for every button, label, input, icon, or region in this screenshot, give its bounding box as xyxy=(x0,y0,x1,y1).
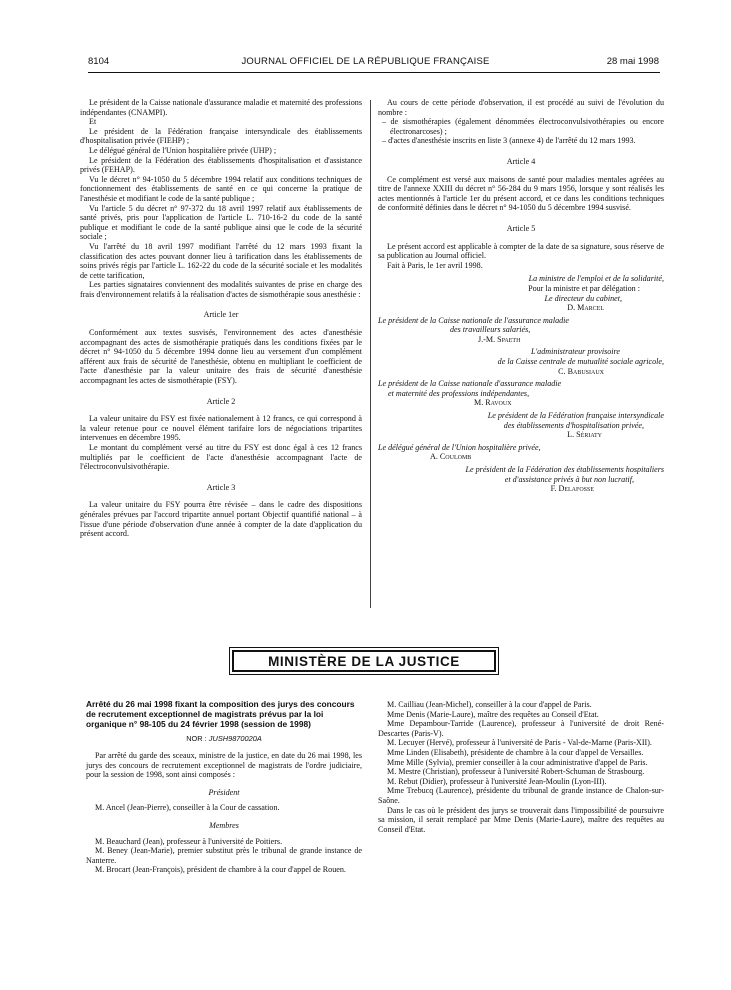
members-heading: Membres xyxy=(209,820,239,830)
column-divider xyxy=(370,100,371,608)
signatory-name: F. Delafosse xyxy=(550,484,594,494)
paragraph: Le président de la Fédération française intersyndicale des établissements d'hospitalisation privée (FIEHP) ; xyxy=(80,126,362,146)
paragraph: Le président de la Caisse nationale d'assurance maladie et maternité des professions indépendantes (CNAMPI). xyxy=(80,98,362,117)
article-5-text: Le présent accord est applicable à compter de la date de sa signature, sous réserve de sa publication au Journal officiel. xyxy=(378,241,664,261)
signatory-title: Le délégué général de l'Union hospitalière privée, xyxy=(378,442,541,452)
page-header xyxy=(0,56,731,70)
jury-member: M. Brocart (Jean-François), président de chambre à la cour d'appel de Rouen. xyxy=(95,865,346,875)
jury-member: M. Beauchard (Jean), professeur à l'université de Poitiers. xyxy=(95,836,283,846)
signatory-title: Le président de la Caisse nationale de l'assurance maladie xyxy=(378,315,570,325)
paragraph: Et xyxy=(89,117,97,127)
paragraph: Vu le décret n° 94-1050 du 5 décembre 1994 relatif aux conditions techniques de fonctionnement des établissements de santé en ce qui concerne la pratique de l'anesthésie et modifiant le code de la santé publique ; xyxy=(80,174,362,203)
signatory-name: M. Ravoux xyxy=(474,398,512,408)
signatory-title: des travailleurs salariés, xyxy=(450,325,531,335)
signatory-name: A. Coulomb xyxy=(430,452,472,462)
nor-code: JUSH9870020A xyxy=(208,734,262,744)
jury-member: M. Lecuyer (Hervé), professeur à l'université de Paris - Val-de-Marne (Paris-XII). xyxy=(387,738,652,748)
president-heading: Président xyxy=(208,787,240,797)
jury-member: Mme Depambour-Tarride (Laurence), professeur à l'université de droit René-Descartes (Paris-V). xyxy=(378,719,664,738)
signatory-title: de la Caisse centrale de mutualité sociale agricole, xyxy=(497,357,664,367)
jury-member: M. Rebut (Didier), professeur à l'université Jean-Moulin (Lyon-III). xyxy=(387,776,607,786)
paragraph: Au cours de cette période d'observation, il est procédé au suivi de l'évolution du nombre : xyxy=(378,98,664,117)
article-2-text: La valeur unitaire du FSY est fixée nationalement à 12 francs, ce qui correspond à la valeur retenue pour ce nouvel élément tarifaire lors de négociations tripartites intervenues en décembre 1995. xyxy=(80,414,362,443)
nor-label: NOR : xyxy=(186,734,207,744)
paragraph: Le président de la Fédération des établissements d'hospitalisation et d'assistance privés (FEHAP). xyxy=(80,155,362,175)
article-3-text: La valeur unitaire du FSY pourra être révisée – dans le cadre des dispositions générales prévues par l'accord tripartite annuel portant Objectif quantifié national – à l'issue d'une période d'observation d'une année à compter de la date d'application du présent accord. xyxy=(80,500,362,539)
jury-president: M. Ancel (Jean-Pierre), conseiller à la Cour de cassation. xyxy=(95,803,280,813)
left-column xyxy=(80,98,362,539)
journal-title: JOURNAL OFFICIEL DE LA RÉPUBLIQUE FRANÇAISE xyxy=(241,56,490,67)
signatory-title: Pour la ministre et par délégation : xyxy=(528,283,640,293)
article-1-text: Conformément aux textes susvisés, l'environnement des actes d'anesthésie accompagnant des actes de sismothérapie pratiqués dans les conditions fixées par le décret n° 94-1050 du 5 décembre 1994 donne lieu au versement d'un complément afférent aux frais de sécurité de l'anesthésie, obtenu en multipliant le coefficient de l'acte d'anesthésie par la valeur unitaire des frais de sécurité d'anesthésie accompagnant les actes de sismothérapie (FSY). xyxy=(80,328,362,386)
article-1-heading: Article 1er xyxy=(203,310,239,320)
page-number: 8104 xyxy=(88,56,110,67)
decree-right-column xyxy=(378,700,664,834)
header-rule xyxy=(88,72,660,73)
jury-member: Mme Mille (Sylvia), premier conseiller à la cour administrative d'appel de Paris. xyxy=(387,757,648,767)
signatory-title: Le directeur du cabinet, xyxy=(544,293,622,303)
jury-member: M. Cailliau (Jean-Michel), conseiller à la cour d'appel de Paris. xyxy=(387,700,592,709)
signatory-title: et d'assistance privés à but non lucratif, xyxy=(504,474,634,484)
signatory-name: D. Marcel xyxy=(567,303,604,313)
signature-block xyxy=(378,274,664,493)
list-item: – de sismothérapies (également dénommées électroconvulsivothérapies ou encore électronarcoses) ; xyxy=(382,117,664,136)
signatory-name: C. Babusiaux xyxy=(558,366,604,376)
signatory-title: et maternité des professions indépendantes, xyxy=(388,388,530,398)
jury-member: Mme Denis (Marie-Laure), maître des requêtes au Conseil d'Etat. xyxy=(387,709,599,719)
signing-place-date: Fait à Paris, le 1er avril 1998. xyxy=(387,260,483,270)
decree-preamble: Par arrêté du garde des sceaux, ministre de la justice, en date du 26 mai 1998, les jurys des concours de recrutement exceptionnel de magistrats de l'ordre judiciaire, pour la session de 1998, sont ainsi composés : xyxy=(86,750,362,780)
article-4-heading: Article 4 xyxy=(506,156,536,166)
article-2-text: Le montant du complément versé au titre du FSY est donc égal à ces 12 francs multipliés par le coefficient de l'acte d'anesthésie accompagnant l'acte de l'électroconvulsivothérapie. xyxy=(80,443,362,472)
paragraph: Vu l'article 5 du décret n° 97-372 du 18 avril 1997 relatif aux établissements de santé privés, pris pour l'application de l'article L. 710-16-2 du code de la santé publique et modifiant le code de la santé publique ainsi que le code de la sécurité sociale ; xyxy=(80,203,362,242)
right-column xyxy=(378,98,664,494)
signatory-title: La ministre de l'emploi et de la solidarité, xyxy=(528,274,664,284)
paragraph: Le délégué général de l'Union hospitalière privée (UHP) ; xyxy=(89,145,277,155)
paragraph: Vu l'arrêté du 18 avril 1997 modifiant l'arrêté du 12 mars 1993 fixant la classification des actes pouvant donner lieu à tarification dans les établissements de soins privés régis par l'article L. 162-22 du code de la sécurité sociale et les modalités de cette tarification, xyxy=(80,241,362,280)
jury-member: M. Mestre (Christian), professeur à l'université Robert-Schuman de Strasbourg. xyxy=(387,767,645,777)
article-5-heading: Article 5 xyxy=(506,223,536,233)
decree-title: Arrêté du 26 mai 1998 fixant la composition des jurys des concours de recrutement exceptionnel de magistrats prévus par la loi organique n° 98-105 du 24 février 1998 (session de 1998) xyxy=(86,699,355,729)
signatory-title: L'administrateur provisoire xyxy=(530,347,620,357)
article-3-heading: Article 3 xyxy=(206,482,236,492)
jury-member: Mme Linden (Elisabeth), présidente de chambre à la cour d'appel de Versailles. xyxy=(387,747,644,757)
article-4-text: Ce complément est versé aux maisons de santé pour maladies mentales agréées au titre de l'annexe XXIII du décret n° 56-284 du 9 mars 1956, lorsque y sont réalisés les actes mentionnés à l'article 1er du présent accord, et ce dans les conditions techniques de conformité définies dans le décret n° 94-1050 du 5 décembre 1994 susvisé. xyxy=(378,174,664,213)
jury-member: M. Beney (Jean-Marie), premier substitut près le tribunal de grande instance de Nanterre. xyxy=(86,846,362,865)
paragraph: Les parties signataires conviennent des modalités suivantes de prise en charge des frais d'environnement relatifs à la réalisation d'actes de sismothérapie sous anesthésie : xyxy=(80,280,362,299)
decree-left-column xyxy=(86,700,362,875)
signatory-title: Le président de la Fédération des établissements hospitaliers xyxy=(465,465,664,474)
signatory-title: des établissements d'hospitalisation privée, xyxy=(503,420,644,430)
ministry-heading-box xyxy=(229,647,499,675)
list-item: – d'actes d'anesthésie inscrits en liste 3 (annexe 4) de l'arrêté du 12 mars 1993. xyxy=(382,136,636,146)
decree-closing: Dans le cas où le président des jurys se trouverait dans l'impossibilité de poursuivre sa mission, il serait remplacé par Mme Denis (Marie-Laure), maître des requêtes au Conseil d'Etat. xyxy=(378,805,664,834)
signatory-name: L. Sériaty xyxy=(567,430,602,440)
signatory-name: J.-M. Spaeth xyxy=(478,334,521,344)
article-2-heading: Article 2 xyxy=(206,396,236,406)
signatory-title: Le président de la Fédération française intersyndicale xyxy=(487,411,664,421)
nor-reference xyxy=(86,734,362,744)
ministry-heading: MINISTÈRE DE LA JUSTICE xyxy=(232,650,496,672)
jury-member: Mme Trebucq (Laurence), présidente du tribunal de grande instance de Chalon-sur-Saône. xyxy=(378,786,664,805)
signatory-title: Le président de la Caisse nationale d'assurance maladie xyxy=(378,379,562,389)
publication-date: 28 mai 1998 xyxy=(606,56,659,67)
